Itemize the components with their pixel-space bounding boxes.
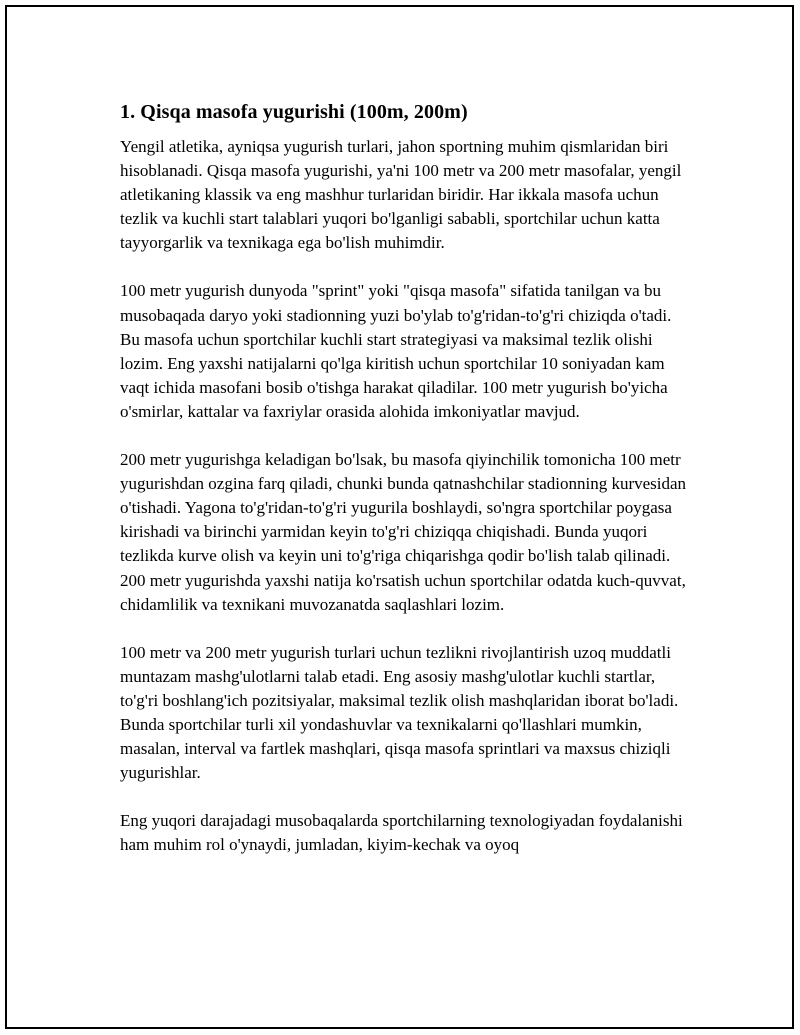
document-body (120, 99, 695, 881)
paragraph-technology: Eng yuqori darajadagi musobaqalarda sportchilarning texnologiyadan foydalanishi ham muhim rol o'ynaydi, jumladan, kiyim-kechak va oyoq (120, 811, 683, 855)
paragraph-intro: Yengil atletika, ayniqsa yugurish turlari, jahon sportning muhim qismlaridan biri hisoblanadi. Qisqa masofa yugurishi, ya'ni 100 metr va 200 metr masofalar, yengil atletikaning klassik va eng mashhur turlaridan biridir. Har ikkala masofa uchun tezlik va kuchli start talablari yuqori bo'lganligi sababli, sportchilar uchun katta tayyorgarlik va texnikaga ega bo'lish muhimdir. (120, 137, 682, 253)
paragraph-200m: 200 metr yugurishga keladigan bo'lsak, bu masofa qiyinchilik tomonicha 100 metr yugurishdan ozgina farq qiladi, chunki bunda qatnashchilar stadionning kurvesidan o'tishadi. Yagona to'g'ridan-to'g'ri yugurila boshlaydi, so'ngra sportchilar poygasa kirishadi va birinchi yarmidan keyin to'g'ri chiziqqa chiqishadi. Bunda yuqori tezlikda kurve olish va keyin uni to'g'riga chiqarishga qodir bo'lish talab qilinadi. 200 metr yugurishda yaxshi natija ko'rsatish uchun sportchilar odatda kuch-quvvat, chidamlilik va texnikani muvozanatda saqlashlari lozim. (120, 450, 687, 614)
paragraph-training: 100 metr va 200 metr yugurish turlari uchun tezlikni rivojlantirish uzoq muddatli muntazam mashg'ulotlarni talab etadi. Eng asosiy mashg'ulotlar kuchli startlar, to'g'ri boshlang'ich pozitsiyalar, maksimal tezlik olish mashqlaridan iborat bo'ladi. Bunda sportchilar turli xil yondashuvlar va texnikalarni qo'llashlari mumkin, masalan, interval va fartlek mashqlari, qisqa masofa sprintlari va maxsus chiziqli yugurishlar. (120, 642, 679, 783)
paragraph-100m: 100 metr yugurish dunyoda "sprint" yoki "qisqa masofa" sifatida tanilgan va bu musobaqada daryo yoki stadionning yuzi bo'ylab to'g'ridan-to'g'ri chiziqda o'tadi. Bu masofa uchun sportchilar kuchli start strategiyasi va maksimal tezlik olishi lozim. Eng yaxshi natijalarni qo'lga kiritish uchun sportchilar 10 soniyadan kam vaqt ichida masofani bosib o'tishga harakat qiladilar. 100 metr yugurish bo'yicha o'smirlar, kattalar va faxriylar orasida alohida imkoniyatlar mavjud. (120, 281, 672, 421)
section-heading: 1. Qisqa masofa yugurishi (100m, 200m) (120, 101, 468, 123)
page-frame (5, 5, 794, 1029)
